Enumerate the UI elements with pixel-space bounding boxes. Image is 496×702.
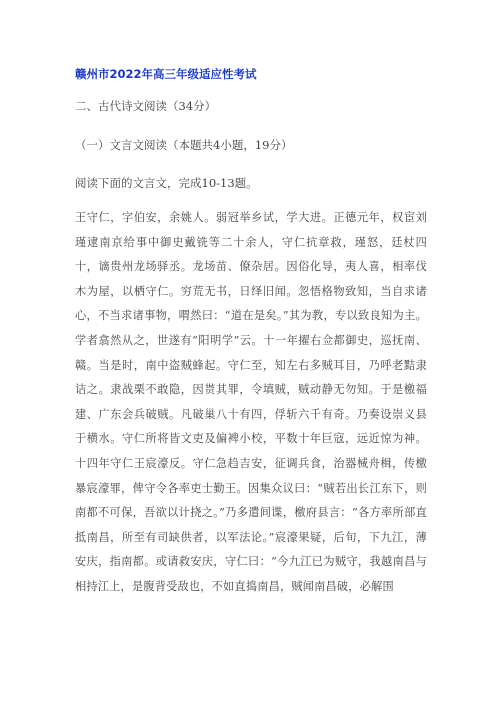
- section-heading: 二、古代诗文阅读（34分）: [75, 99, 217, 113]
- subsection-heading: （一）文言文阅读（本题共4小题，19分）: [75, 138, 293, 152]
- reading-instruction: 阅读下面的文言文，完成10-13题。: [75, 176, 258, 190]
- classical-passage: 王守仁，字伯安，余姚人。弱冠举乡试，学大进。正德元年，权宦刘瑾逮南京给事中御史戴铣等二十余人，守仁抗章救，瑾怒，廷杖四十，谪贵州龙场驿丞。龙场苗、僚杂居。因俗化导，夷人喜，相率伐木为屋，以栖守仁。穷荒无书，日绎旧闻。忽悟格物致知，当自求诸心，不当求诸事物，喟然曰：“道在是矣。”其为教，专以致良知为主。学者翕然从之，世遂有“阳明学”云。十一年擢右佥都御史，巡抚南、赣。当是时，南中盗贼蜂起。守仁至，知左右多贼耳目，乃呼老黠隶诘之。隶战栗不敢隐，因贳其罪，令填贼，贼动静无勿知。于是檄福建、广东会兵破贼。凡破巢八十有四，俘斩六千有奇。乃奏设崇义县于横水。守仁所将皆文吏及偏裨小校，平数十年巨寇，远近惊为神。十四年守仁王宸濠反。守仁急趋吉安，征调兵食，治器械舟楫，传檄暴宸濠罪，俾守令各率吏士勤王。因集众议曰：“贼若出长江东下，则南都不可保，吾欲以计挠之。”乃多遣间谍，檄府县言：“各方率所部直抵南昌，所至有司缺供者，以军法论。”宸濠果疑，后旬，下九江，薄安庆，指南都。或请救安庆，守仁曰：“今九江已为贼守，我越南昌与相持江上，是腹背受敌也，不如直捣南昌，贼闻南昌破，必解围: [75, 211, 427, 593]
- document-title: 赣州市2022年高三年级适应性考试: [75, 67, 257, 81]
